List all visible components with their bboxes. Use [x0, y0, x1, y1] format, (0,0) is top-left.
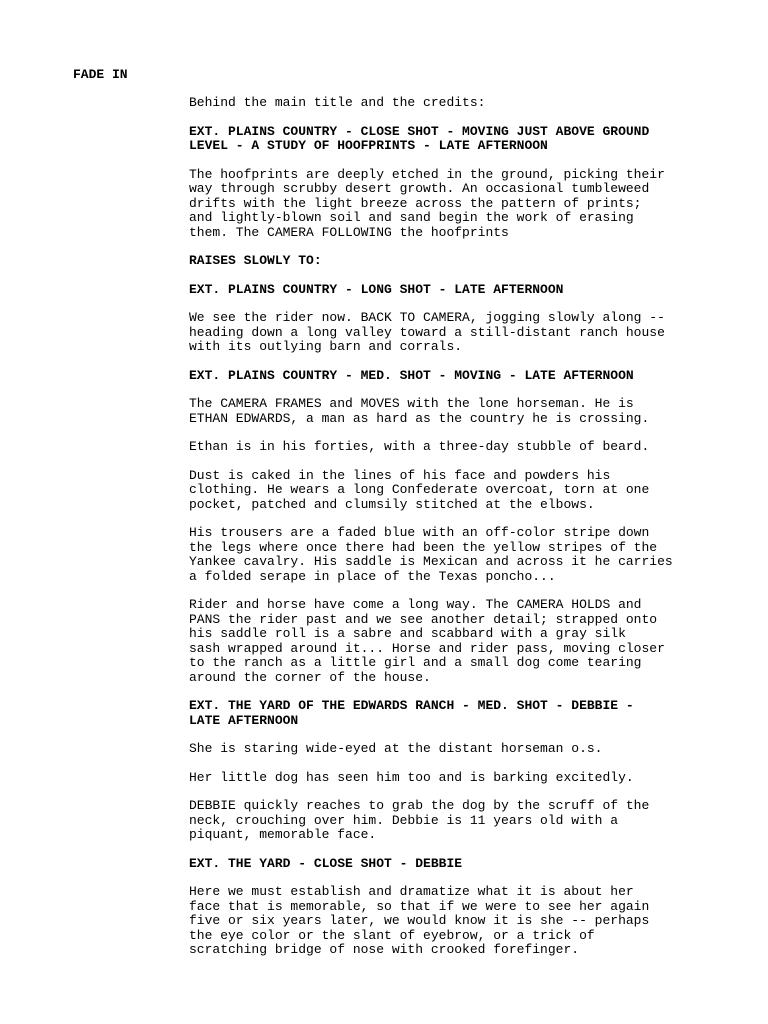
action-paragraph: The hoofprints are deeply etched in the ground, picking their way through scrubby desert growth. An occasional tumbleweed drifts with the light breeze across the pattern of prints; and lightly-blown soil and sand begin the work of erasing them. The CAMERA FOLLOWING the hoofprints: [189, 166, 665, 240]
camera-direction: RAISES SLOWLY TO:: [189, 253, 322, 268]
action-paragraph: Dust is caked in the lines of his face and powders his clothing. He wears a long Confederate overcoat, torn at one pocket, patched and clumsily stitched at the elbows.: [189, 467, 650, 512]
action-paragraph: DEBBIE quickly reaches to grab the dog by the scruff of the neck, crouching over him. Debbie is 11 years old with a piquant, memorable face.: [189, 798, 650, 842]
action-paragraph: Here we must establish and dramatize what it is about her face that is memorable, so that if we were to see her again five or six years later, we would know it is she -- perhaps the eye color or the slant of eyebrow, or a trick of scratching bridge of nose with crooked forefinger.: [189, 884, 650, 957]
scene-heading: EXT. PLAINS COUNTRY - LONG SHOT - LATE AFTERNOON: [189, 281, 564, 297]
action-paragraph: She is staring wide-eyed at the distant horseman o.s.: [189, 741, 603, 756]
action-paragraph: His trousers are a faded blue with an off-color stripe down the legs where once there had been the yellow stripes of the Yankee cavalry. His saddle is Mexican and across it he carries a folded serape in place of the Texas poncho...: [189, 525, 673, 584]
scene-heading: EXT. PLAINS COUNTRY - MED. SHOT - MOVING - LATE AFTERNOON: [189, 367, 634, 383]
transition-fade-in: FADE IN: [73, 67, 128, 82]
script-body: [189, 96, 749, 972]
action-paragraph: Ethan is in his forties, with a three-day stubble of beard.: [189, 439, 650, 454]
scene-heading: EXT. THE YARD - CLOSE SHOT - DEBBIE: [189, 855, 463, 871]
scene-heading: EXT. THE YARD OF THE EDWARDS RANCH - MED. SHOT - DEBBIE - LATE AFTERNOON: [189, 698, 634, 728]
action-paragraph: We see the rider now. BACK TO CAMERA, jogging slowly along -- heading down a long valley toward a still-distant ranch house with its outlying barn and corrals.: [189, 310, 665, 354]
action-paragraph: Behind the main title and the credits:: [189, 95, 486, 110]
action-paragraph: The CAMERA FRAMES and MOVES with the lone horseman. He is ETHAN EDWARDS, a man as hard as the country he is crossing.: [189, 396, 650, 426]
scene-heading: EXT. PLAINS COUNTRY - CLOSE SHOT - MOVING JUST ABOVE GROUND LEVEL - A STUDY OF HOOFPRINTS - LATE AFTERNOON: [189, 123, 650, 153]
action-paragraph: Her little dog has seen him too and is barking excitedly.: [189, 769, 634, 785]
action-paragraph: Rider and horse have come a long way. The CAMERA HOLDS and PANS the rider past and we see another detail; strapped onto his saddle roll is a sabre and scabbard with a gray silk sash wrapped around it... Horse and rider pass, moving closer to the ranch as a little girl and a small dog come tearing around the corner of the house.: [189, 597, 665, 685]
